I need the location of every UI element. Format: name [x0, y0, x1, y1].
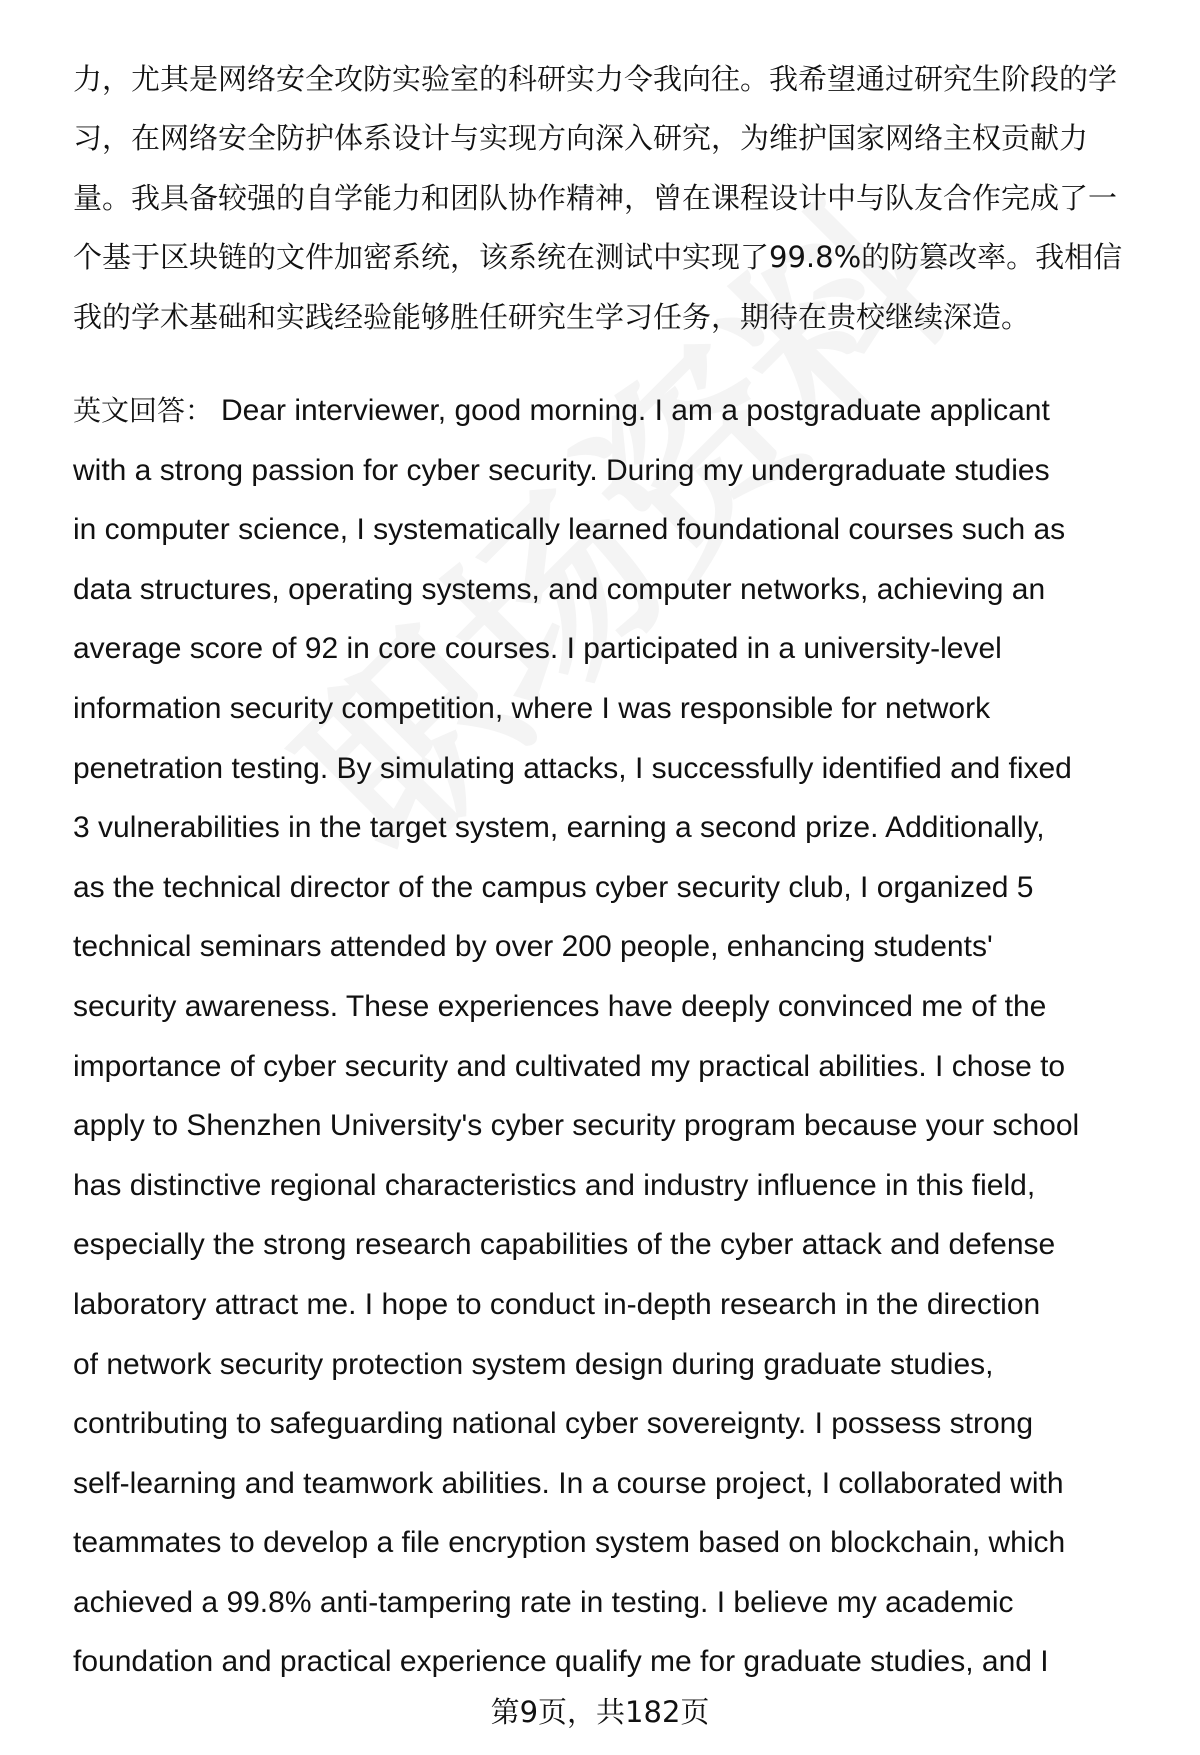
paragraph-line: information security competition, where I was responsible for network: [73, 691, 991, 725]
paragraph-line: contributing to safeguarding national cyber sovereignty. I possess strong: [73, 1407, 1033, 1441]
paragraph-line: teammates to develop a file encryption system based on blockchain, which: [73, 1526, 1066, 1560]
paragraph-line: 习，在网络安全防护体系设计与实现方向深入研究，为维护国家网络主权贡献力: [73, 121, 1089, 156]
paragraph-line: laboratory attract me. I hope to conduct in-depth research in the direction: [73, 1287, 1041, 1321]
paragraph-line: 3 vulnerabilities in the target system, earning a second prize. Additionally,: [73, 811, 1045, 845]
paragraph-line: penetration testing. By simulating attacks, I successfully identified and fixed: [73, 751, 1072, 785]
english-answer-label: 英文回答：: [73, 394, 214, 427]
paragraph-line: apply to Shenzhen University's cyber security program because your school: [73, 1109, 1080, 1143]
paragraph-line: 量。我具备较强的自学能力和团队协作精神，曾在课程设计中与队友合作完成了一: [73, 180, 1118, 215]
paragraph-line: has distinctive regional characteristics and industry influence in this field,: [73, 1168, 1036, 1202]
paragraph-line: with a strong passion for cyber security. During my undergraduate studies: [73, 453, 1050, 487]
english-answer: [73, 381, 1158, 1692]
page-number-footer: 第9页，共182页: [490, 1695, 710, 1729]
paragraph-line: technical seminars attended by over 200 people, enhancing students': [73, 930, 993, 964]
paragraph-line: 我的学术基础和实践经验能够胜任研究生学习任务，期待在贵校继续深造。: [73, 299, 1031, 334]
paragraph-line: especially the strong research capabilities of the cyber attack and defense: [73, 1228, 1056, 1262]
paragraph-line: as the technical director of the campus cyber security club, I organized 5: [73, 870, 1034, 904]
paragraph-line-text: Dear interviewer, good morning. I am a postgraduate applicant: [221, 394, 1050, 427]
paragraph-line: of network security protection system design during graduate studies,: [73, 1347, 994, 1381]
paragraph-line: in computer science, I systematically learned foundational courses such as: [73, 513, 1066, 547]
paragraph-line: foundation and practical experience qualify me for graduate studies, and I: [73, 1645, 1049, 1679]
paragraph-line: 个基于区块链的文件加密系统，该系统在测试中实现了99.8%的防篡改率。我相信: [73, 240, 1123, 275]
paragraph-line: [73, 381, 1158, 441]
chinese-answer-continuation: [73, 50, 1153, 347]
paragraph-line: achieved a 99.8% anti-tampering rate in testing. I believe my academic: [73, 1585, 1014, 1619]
paragraph-line: security awareness. These experiences have deeply convinced me of the: [73, 989, 1047, 1023]
paragraph-line: importance of cyber security and cultivated my practical abilities. I chose to: [73, 1049, 1066, 1083]
paragraph-line: data structures, operating systems, and computer networks, achieving an: [73, 572, 1046, 606]
paragraph-line: self-learning and teamwork abilities. In a course project, I collaborated with: [73, 1466, 1064, 1500]
paragraph-line: average score of 92 in core courses. I participated in a university-level: [73, 632, 1002, 666]
paragraph-line: 力，尤其是网络安全攻防实验室的科研实力令我向往。我希望通过研究生阶段的学: [73, 62, 1118, 96]
